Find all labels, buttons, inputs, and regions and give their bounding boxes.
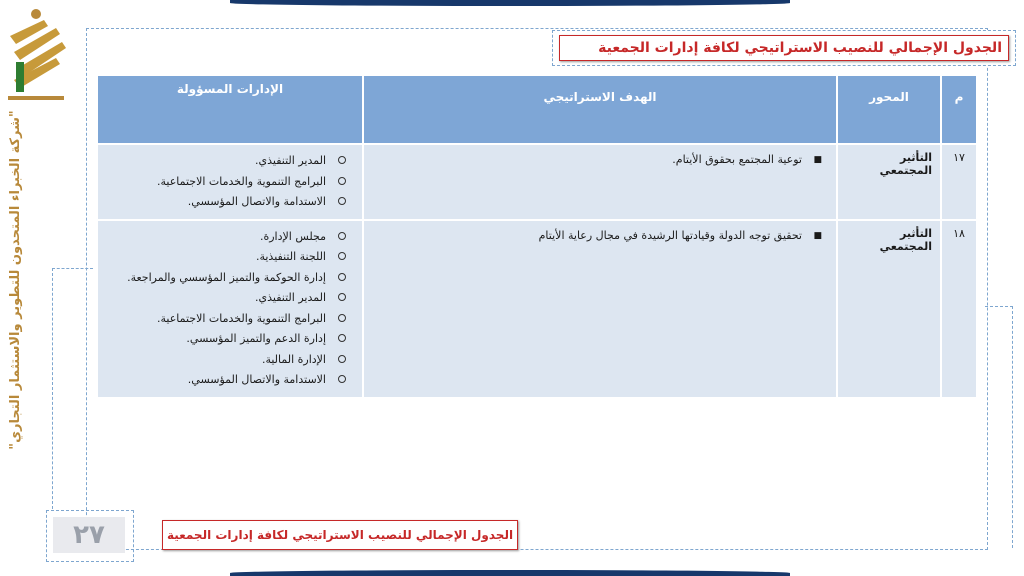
frame-right-extension-vertical (1012, 306, 1014, 548)
circle-bullet-icon (338, 375, 346, 383)
page-number: ٢٧ (53, 517, 125, 553)
circle-bullet-icon (338, 177, 346, 185)
goal-text: تحقيق توجه الدولة وقيادتها الرشيدة في مجال رعاية الأيتام (538, 228, 802, 242)
square-bullet-icon: ■ (813, 230, 822, 241)
department-item: الاستدامة والاتصال المؤسسي. (106, 192, 354, 213)
row-departments-cell (97, 220, 363, 398)
goal-item (372, 227, 828, 245)
department-item: الاستدامة والاتصال المؤسسي. (106, 370, 354, 391)
row-axis: التأثير المجتمعي (837, 220, 941, 398)
row-number: ١٨ (941, 220, 977, 398)
row-departments-cell (97, 144, 363, 220)
footer-caption: الجدول الإجمالي للنصيب الاستراتيجي لكافة إدارات الجمعية (162, 520, 518, 550)
circle-bullet-icon (338, 334, 346, 342)
department-item: المدير التنفيذي. (106, 151, 354, 172)
department-item: المدير التنفيذي. (106, 288, 354, 309)
frame-left-extension (52, 268, 93, 509)
department-item: مجلس الإدارة. (106, 227, 354, 248)
circle-bullet-icon (338, 156, 346, 164)
row-goal-cell (363, 144, 837, 220)
square-bullet-icon: ■ (813, 155, 822, 165)
page-title: الجدول الإجمالي للنصيب الاستراتيجي لكافة إدارات الجمعية (559, 35, 1009, 61)
page-number-frame (46, 510, 134, 562)
company-slogan: "شركة الخبراء المتحدون للتطوير والاستثمار التجاري" (8, 110, 23, 450)
circle-bullet-icon (338, 355, 346, 363)
circle-bullet-icon (338, 314, 346, 322)
department-item: البرامج التنموية والخدمات الاجتماعية. (106, 172, 354, 193)
goal-text: توعية المجتمع بحقوق الأيتام. (672, 153, 802, 166)
circle-bullet-icon (338, 293, 346, 301)
header-title-frame (552, 30, 1016, 66)
department-item: اللجنة التنفيذية. (106, 247, 354, 268)
bottom-decorative-bar (230, 570, 790, 576)
department-item: إدارة الدعم والتميز المؤسسي. (106, 329, 354, 350)
department-item: إدارة الحوكمة والتميز المؤسسي والمراجعة. (106, 268, 354, 289)
circle-bullet-icon (338, 252, 346, 260)
row-number: ١٧ (941, 144, 977, 220)
column-header-goal: الهدف الاستراتيجي (363, 75, 837, 144)
circle-bullet-icon (338, 232, 346, 240)
top-decorative-bar (230, 0, 790, 6)
table-row (97, 144, 977, 220)
column-header-departments: الإدارات المسؤولة (97, 75, 363, 144)
circle-bullet-icon (338, 273, 346, 281)
row-axis: التأثير المجتمعي (837, 144, 941, 220)
goal-item (372, 151, 828, 169)
table-header-row (97, 75, 977, 144)
table-row (97, 220, 977, 398)
department-item: البرامج التنموية والخدمات الاجتماعية. (106, 309, 354, 330)
column-header-num: م (941, 75, 977, 144)
column-header-axis: المحور (837, 75, 941, 144)
frame-right-extension (985, 306, 1013, 308)
row-goal-cell (363, 220, 837, 398)
department-item: الإدارة المالية. (106, 350, 354, 371)
circle-bullet-icon (338, 197, 346, 205)
strategy-table (96, 74, 978, 399)
